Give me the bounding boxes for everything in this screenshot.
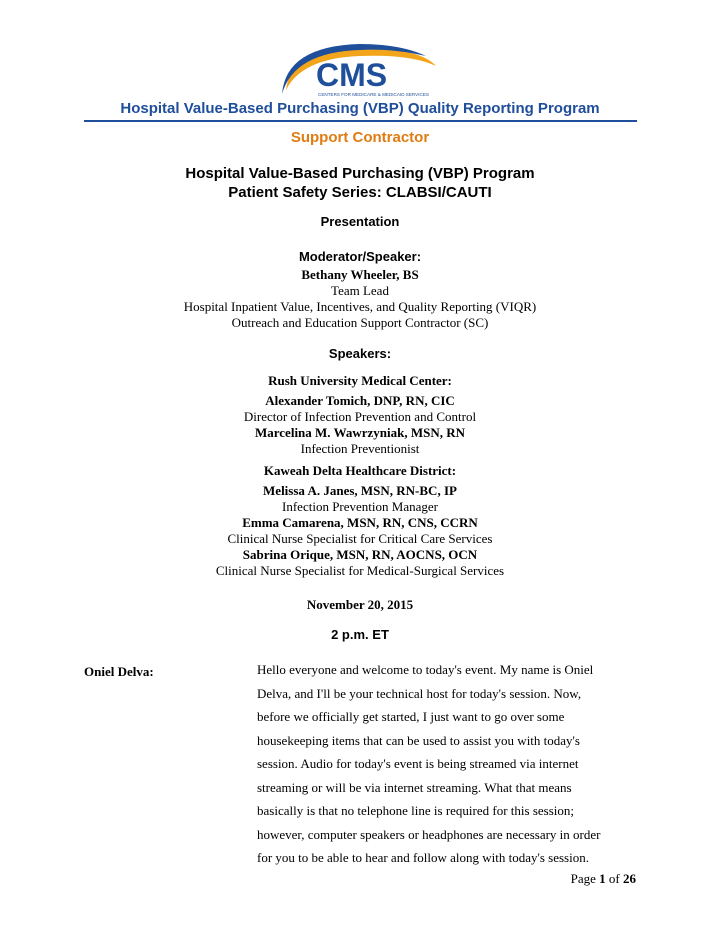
transcript-line: housekeeping items that can be used to assist you with today's [257,732,580,748]
speaker-group-rush [0,373,720,457]
transcript-line: streaming or will be via internet streaming. What that means [257,779,572,795]
camarena-name: Emma Camarena, MSN, RN, CNS, CCRN [242,515,478,530]
document-title-line1: Hospital Value-Based Purchasing (VBP) Program [185,165,535,182]
moderator-name: Bethany Wheeler, BS [301,267,419,282]
janes-title: Infection Prevention Manager [282,499,438,514]
logo-text: CMS [316,57,388,93]
moderator-block [0,267,720,331]
speakers-label: Speakers: [328,346,392,361]
orique-title: Clinical Nurse Specialist for Medical-Surgical Services [215,563,505,578]
page-of: of [608,871,620,886]
orique-name: Sabrina Orique, MSN, RN, AOCNS, OCN [242,547,478,562]
logo-subtitle: CENTERS FOR MEDICARE & MEDICAID SERVICES [318,92,429,97]
wawrzyniak-name: Marcelina M. Wawrzyniak, MSN, RN [254,425,466,440]
transcript-line: session. Audio for today's event is being streamed via internet [257,756,579,771]
page-word: Page [570,871,596,886]
transcript-line: Delva, and I'll be your technical host for today's session. Now, [257,685,582,701]
document-title-line2: Patient Safety Series: CLABSI/CAUTI [228,184,492,201]
moderator-org-line1: Hospital Inpatient Value, Incentives, and Quality Reporting (VIQR) [183,299,537,314]
moderator-label: Moderator/Speaker: [298,249,422,264]
transcript-line: before we officially get started, I just want to go over some [257,709,565,724]
transcript-line: for you to be able to hear and follow along with today's session. [257,850,589,865]
moderator-role: Team Lead [331,283,389,298]
tomich-name: Alexander Tomich, DNP, RN, CIC [265,393,455,408]
transcript-line: Hello everyone and welcome to today's event. My name is Oniel [257,662,594,677]
transcript-line: basically is that no telephone line is required for this session; [257,803,574,818]
cms-logo [280,44,440,102]
tomich-title: Director of Infection Prevention and Control [243,409,477,424]
event-date: November 20, 2015 [306,597,414,612]
transcript-line: however, computer speakers or headphones are necessary in order [257,826,601,842]
page-number [571,871,636,887]
speaker-group-kaweah [0,463,720,579]
camarena-title: Clinical Nurse Specialist for Critical Care Services [227,531,493,546]
moderator-org-line2: Outreach and Education Support Contractor (SC) [231,315,489,330]
program-header-title: Hospital Value-Based Purchasing (VBP) Quality Reporting Program [120,100,600,117]
wawrzyniak-title: Infection Preventionist [300,441,420,456]
transcript-text [257,658,647,870]
presentation-label: Presentation [320,214,400,229]
page-current: 1 [599,871,606,886]
rush-org: Rush University Medical Center: [268,373,452,388]
document-title [0,164,720,202]
janes-name: Melissa A. Janes, MSN, RN-BC, IP [263,483,457,498]
kaweah-org: Kaweah Delta Healthcare District: [263,463,457,478]
transcript-speaker: Oniel Delva: [84,664,154,679]
header-divider [84,120,637,122]
support-contractor-heading: Support Contractor [290,129,430,146]
event-time: 2 p.m. ET [331,627,389,642]
page-total: 26 [623,871,636,886]
